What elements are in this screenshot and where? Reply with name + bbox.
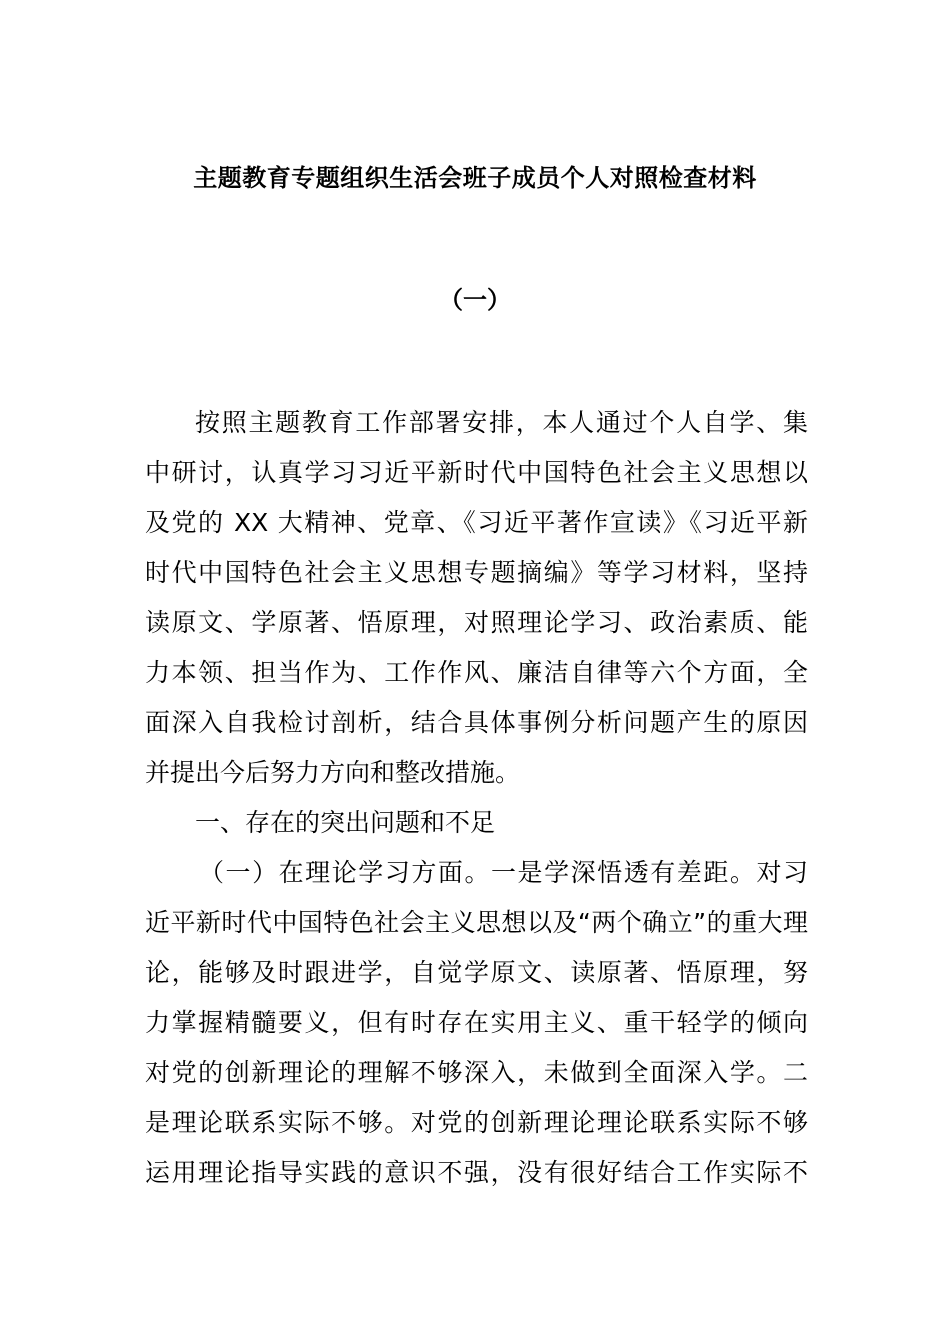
paragraph-line: 中研讨，认真学习习近平新时代中国特色社会主义思想以 <box>145 458 808 487</box>
paragraph-line: 是理论联系实际不够。对党的创新理论理论联系实际不够 <box>145 1108 808 1137</box>
paragraph-line: 按照主题教育工作部署安排，本人通过个人自学、集 <box>195 408 808 437</box>
document-title: 主题教育专题组织生活会班子成员个人对照检查材料 <box>193 164 757 192</box>
paragraph-line: 时代中国特色社会主义思想专题摘编》等学习材料，坚持 <box>145 558 808 587</box>
document-body <box>145 398 808 1198</box>
paragraph-line: 对党的创新理论的理解不够深入，未做到全面深入学。二 <box>145 1058 808 1087</box>
paragraph-line: 读原文、学原著、悟原理，对照理论学习、政治素质、能 <box>145 608 808 637</box>
paragraph-line: 论，能够及时跟进学，自觉学原文、读原著、悟原理，努 <box>145 958 808 987</box>
document-subtitle: （一） <box>439 286 511 314</box>
paragraph-line: 近平新时代中国特色社会主义思想以及“两个确立”的重大理 <box>145 908 808 937</box>
paragraph-line: （一）在理论学习方面。一是学深悟透有差距。对习 <box>199 858 808 887</box>
paragraph-line: 及党的 XX 大精神、党章、《习近平著作宣读》《习近平新 <box>145 508 808 537</box>
paragraph-line: 并提出今后努力方向和整改措施。 <box>145 758 521 787</box>
paragraph-line: 力掌握精髓要义，但有时存在实用主义、重干轻学的倾向 <box>145 1008 808 1037</box>
paragraph-line: 面深入自我检讨剖析，结合具体事例分析问题产生的原因 <box>145 708 808 737</box>
paragraph-line: 力本领、担当作为、工作作风、廉洁自律等六个方面，全 <box>145 658 808 687</box>
paragraph-line: 运用理论指导实践的意识不强，没有很好结合工作实际不 <box>145 1158 808 1187</box>
section-heading: 一、存在的突出问题和不足 <box>195 808 496 837</box>
